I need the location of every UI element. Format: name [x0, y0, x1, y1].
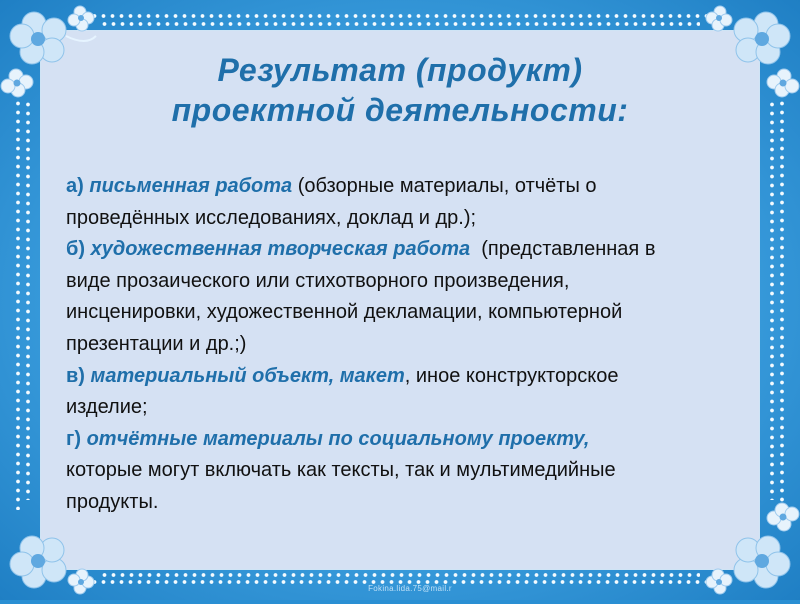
item-accent-text: отчётные материалы по социальному проекту, — [86, 427, 590, 450]
product-list — [66, 171, 756, 519]
page-title-line-2: проектной деятельности: — [171, 92, 629, 128]
item-text: (обзорные материалы, отчёты о — [297, 175, 597, 197]
list-item-a-line-2: проведённых исследованиях, доклад и др.); — [66, 206, 477, 229]
list-item-d-line-3: продукты. — [66, 490, 159, 513]
list-item-b-line-2: виде прозаического или стихотворного произведения, — [66, 269, 570, 292]
item-marker: б) — [66, 238, 86, 261]
list-item-b-line-1 — [66, 234, 756, 266]
page-title-line-1: Результат (продукт) — [217, 52, 583, 88]
page-title — [40, 50, 760, 130]
item-marker: г) — [66, 427, 81, 450]
item-accent-text: материальный объект, макет — [90, 364, 405, 387]
list-item-d-line-2: которые могут включать как тексты, так и мультимедийные — [66, 459, 616, 482]
item-accent-text: художественная творческая работа — [90, 238, 471, 261]
item-text: , иное конструкторское — [404, 364, 619, 387]
author-watermark: Fokina.lida.75@mail.r — [368, 584, 452, 593]
list-item-b-line-3: инсценировки, художественной декламации, компьютерной — [66, 301, 623, 324]
list-item-c-line-1 — [66, 361, 756, 393]
item-marker: в) — [66, 364, 85, 387]
list-item-c-line-2: изделие; — [66, 396, 148, 419]
item-text: (представленная в — [481, 238, 656, 261]
list-item-a-line-1 — [66, 171, 756, 203]
list-item-b-line-4: презентации и др.;) — [66, 332, 247, 355]
list-item-d-line-1 — [66, 424, 756, 456]
item-accent-text: письменная работа — [89, 175, 293, 197]
item-marker: а) — [66, 175, 84, 197]
